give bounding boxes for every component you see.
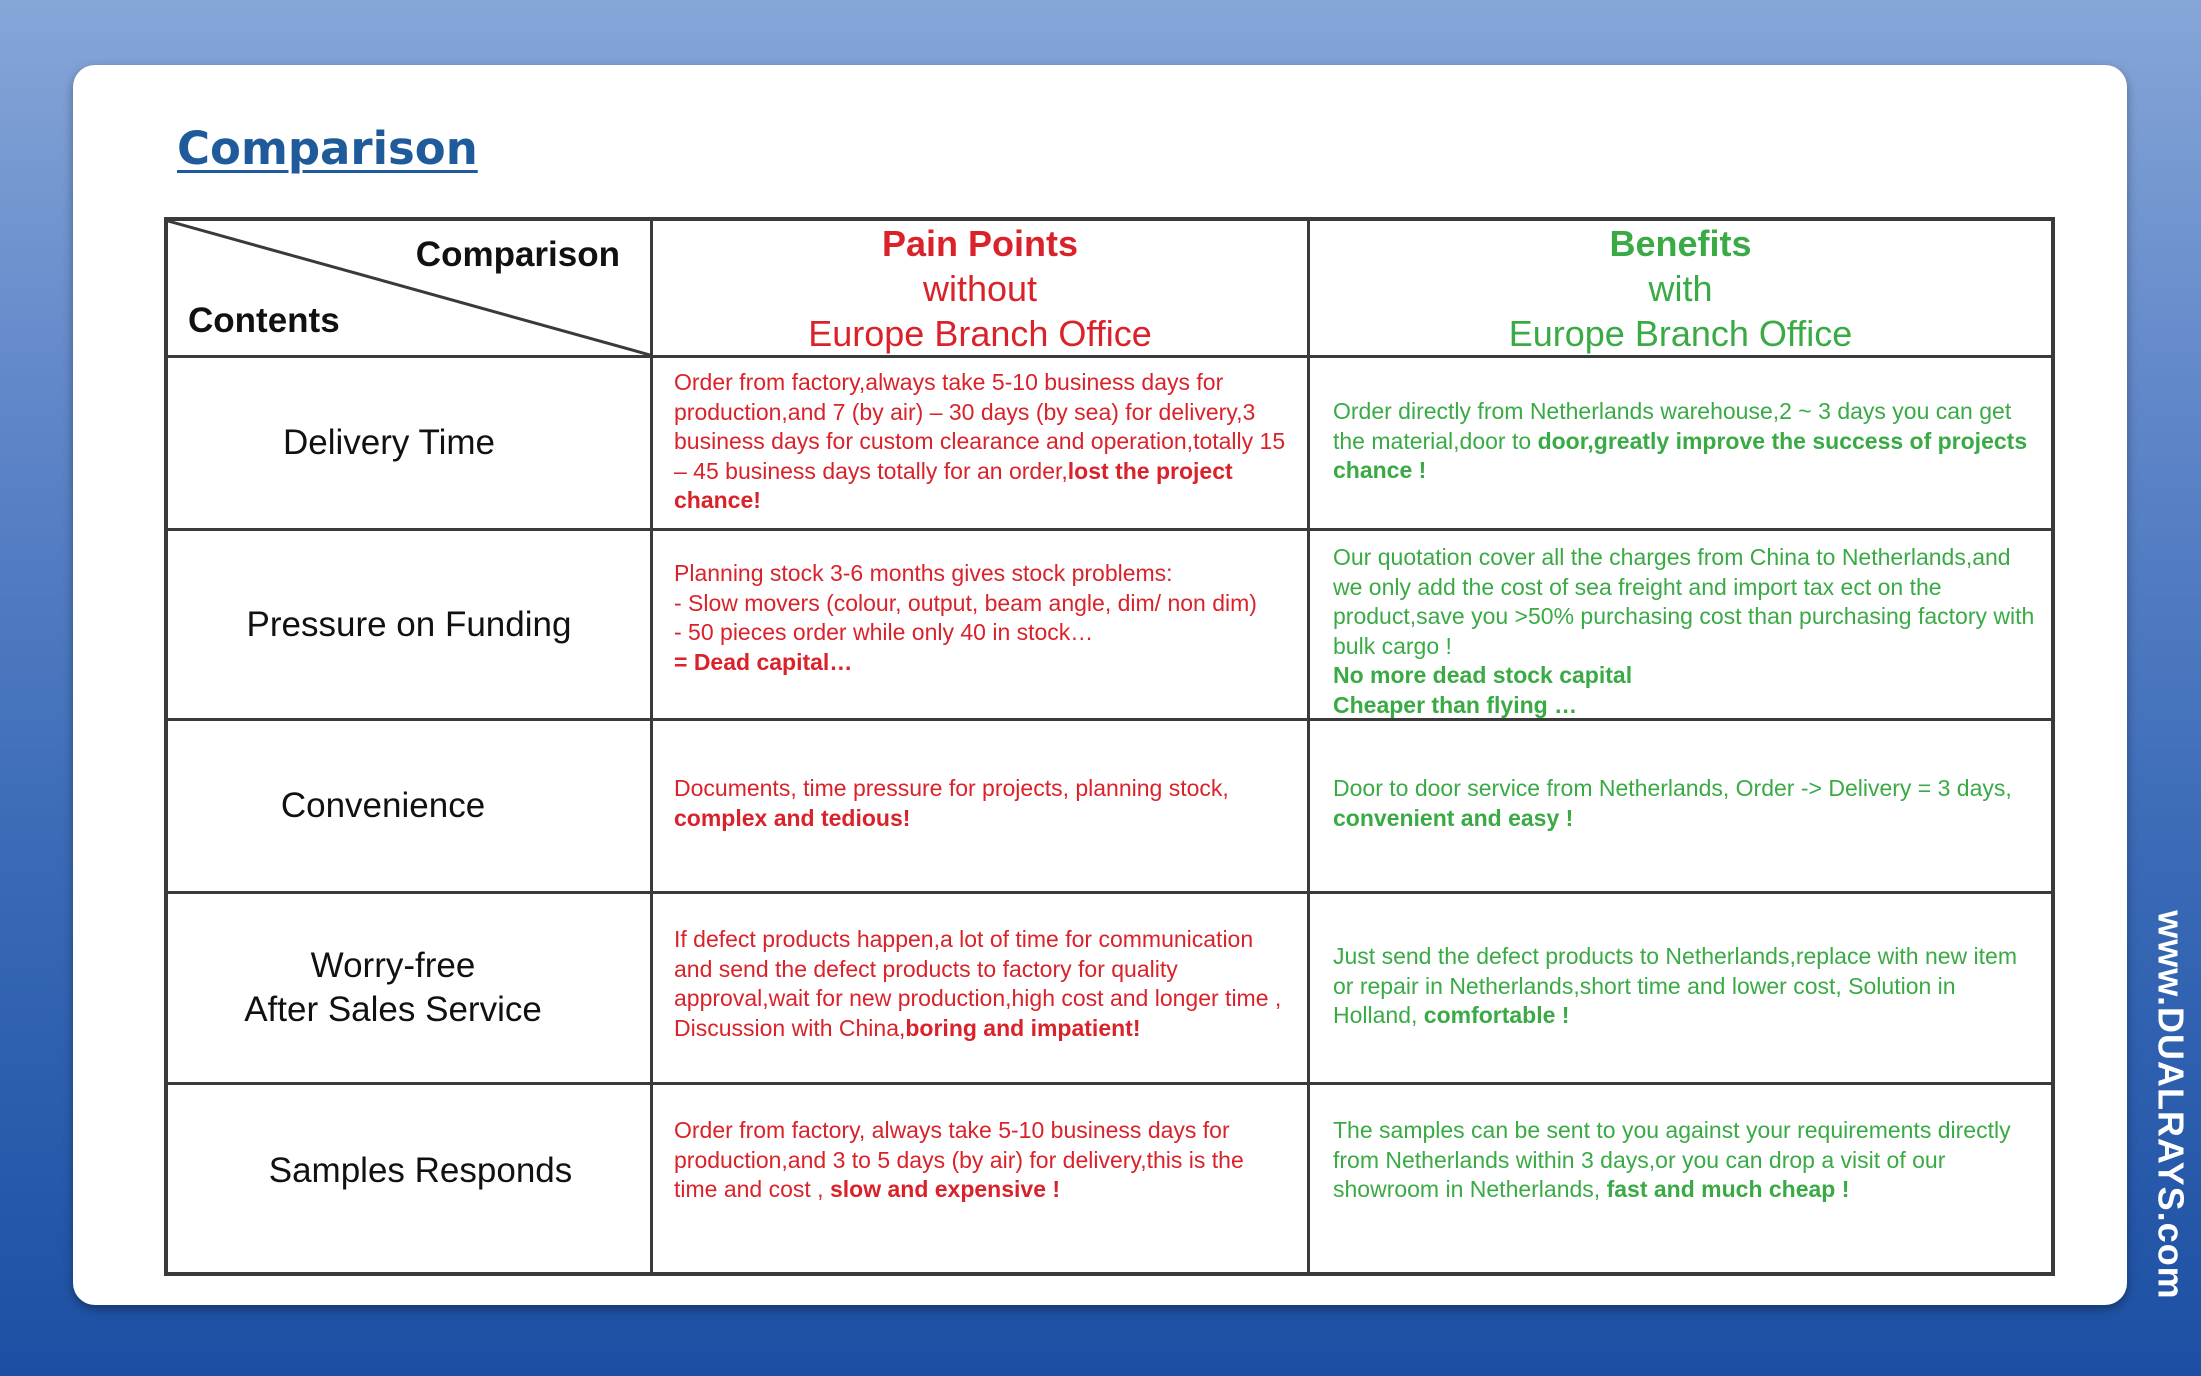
- pain-delivery-time: [653, 368, 1307, 516]
- row-label-after-sales-service: [168, 894, 618, 1082]
- pain-emphasis: lost the project chance!: [674, 457, 1233, 513]
- row-label-pressure-on-funding: Pressure on Funding: [246, 604, 572, 644]
- benefit-after-sales-service: [1310, 942, 2051, 1031]
- pain-text: - Slow movers (colour, output, beam angle, dim/ non dim): [674, 589, 1257, 616]
- pain-emphasis: slow and expensive !: [829, 1176, 1061, 1202]
- label-line: After Sales Service: [244, 990, 542, 1029]
- benefit-emphasis: door,greatly improve the success of projects chance !: [1333, 427, 2028, 483]
- benefit-emphasis: No more dead stock capital: [1333, 662, 1633, 688]
- pain-samples-responds: [653, 1116, 1307, 1205]
- comparison-table: [164, 217, 2055, 1276]
- benefit-emphasis: Cheaper than flying …: [1333, 691, 1578, 718]
- benefit-samples-responds: [1310, 1116, 2051, 1205]
- row-label-samples-responds: Samples Responds: [268, 1150, 573, 1190]
- benefit-header-office: Europe Branch Office: [1508, 313, 1853, 354]
- pain-text: - 50 pieces order while only 40 in stock…: [674, 619, 1094, 645]
- benefits-header: [1310, 221, 2051, 355]
- pain-emphasis: boring and impatient!: [905, 1014, 1141, 1041]
- corner-contents-label: Contents: [188, 301, 340, 340]
- row-label-delivery-time: Delivery Time: [283, 423, 495, 462]
- pain-header-sub: without: [922, 268, 1038, 309]
- benefit-text: The samples can be sent to you against your requirements directly from Netherlands within 3 days,or you can drop a visit of our showroom in Netherlands,: [1333, 1117, 2011, 1202]
- page-title: Comparison: [177, 122, 478, 175]
- benefit-emphasis: comfortable !: [1423, 1002, 1570, 1028]
- label-line: Worry-free: [310, 946, 476, 985]
- pain-emphasis: = Dead capital…: [674, 648, 853, 675]
- row-label-convenience: Convenience: [280, 786, 486, 825]
- pain-text: If defect products happen,a lot of time for communication and send the defect products to factory for quality approval,wait for new production,high cost and longer time , Discussion with China,: [674, 926, 1282, 1041]
- pain-convenience: [653, 774, 1307, 833]
- corner-comparison-label: Comparison: [415, 235, 620, 274]
- benefit-header-sub: with: [1648, 268, 1713, 309]
- side-website-url: [2146, 910, 2196, 1300]
- benefit-convenience: [1310, 774, 2051, 833]
- benefit-pressure-on-funding: [1310, 543, 2051, 720]
- benefit-text: Just send the defect products to Netherlands,replace with new item or repair in Netherlands,short time and lower cost, Solution in Holland,: [1333, 943, 2017, 1028]
- corner-header-cell: [168, 221, 650, 355]
- benefit-emphasis: convenient and easy !: [1333, 804, 1574, 831]
- pain-points-header: [653, 221, 1307, 355]
- benefit-text: Our quotation cover all the charges from China to Netherlands,and we only add the cost of sea freight and import tax ect on the product,save you >50% purchasing cost than purchasing factory with bulk cargo !: [1333, 544, 2035, 659]
- pain-text: Order from factory,always take 5-10 business days for production,and 7 (by air) – 30 days (by sea) for delivery,3 business days for custom clearance and operation,totally 15 – 45 business days totally for an order,: [674, 369, 1286, 484]
- pain-after-sales-service: [653, 925, 1307, 1043]
- benefit-header-title: Benefits: [1609, 223, 1752, 264]
- benefit-text: Order directly from Netherlands warehouse,2 ~ 3 days you can get the material,door to: [1333, 398, 2012, 454]
- pain-emphasis: complex and tedious!: [674, 804, 911, 831]
- pain-pressure-on-funding: [653, 559, 1307, 677]
- benefit-delivery-time: [1310, 397, 2051, 486]
- pain-header-office: Europe Branch Office: [808, 313, 1152, 354]
- pain-text: Documents, time pressure for projects, planning stock,: [674, 775, 1229, 801]
- pain-header-title: Pain Points: [881, 223, 1079, 264]
- column-divider: [1307, 221, 1310, 1272]
- benefit-text: Door to door service from Netherlands, Order -> Delivery = 3 days,: [1333, 775, 2012, 801]
- benefit-emphasis: fast and much cheap !: [1606, 1176, 1850, 1202]
- pain-text: Order from factory, always take 5-10 business days for production,and 3 to 5 days (by air) for delivery,this is the time and cost ,: [674, 1117, 1244, 1202]
- pain-text: Planning stock 3-6 months gives stock problems:: [674, 560, 1173, 586]
- website-url-text: www.DUALRAYS.com: [2151, 910, 2192, 1300]
